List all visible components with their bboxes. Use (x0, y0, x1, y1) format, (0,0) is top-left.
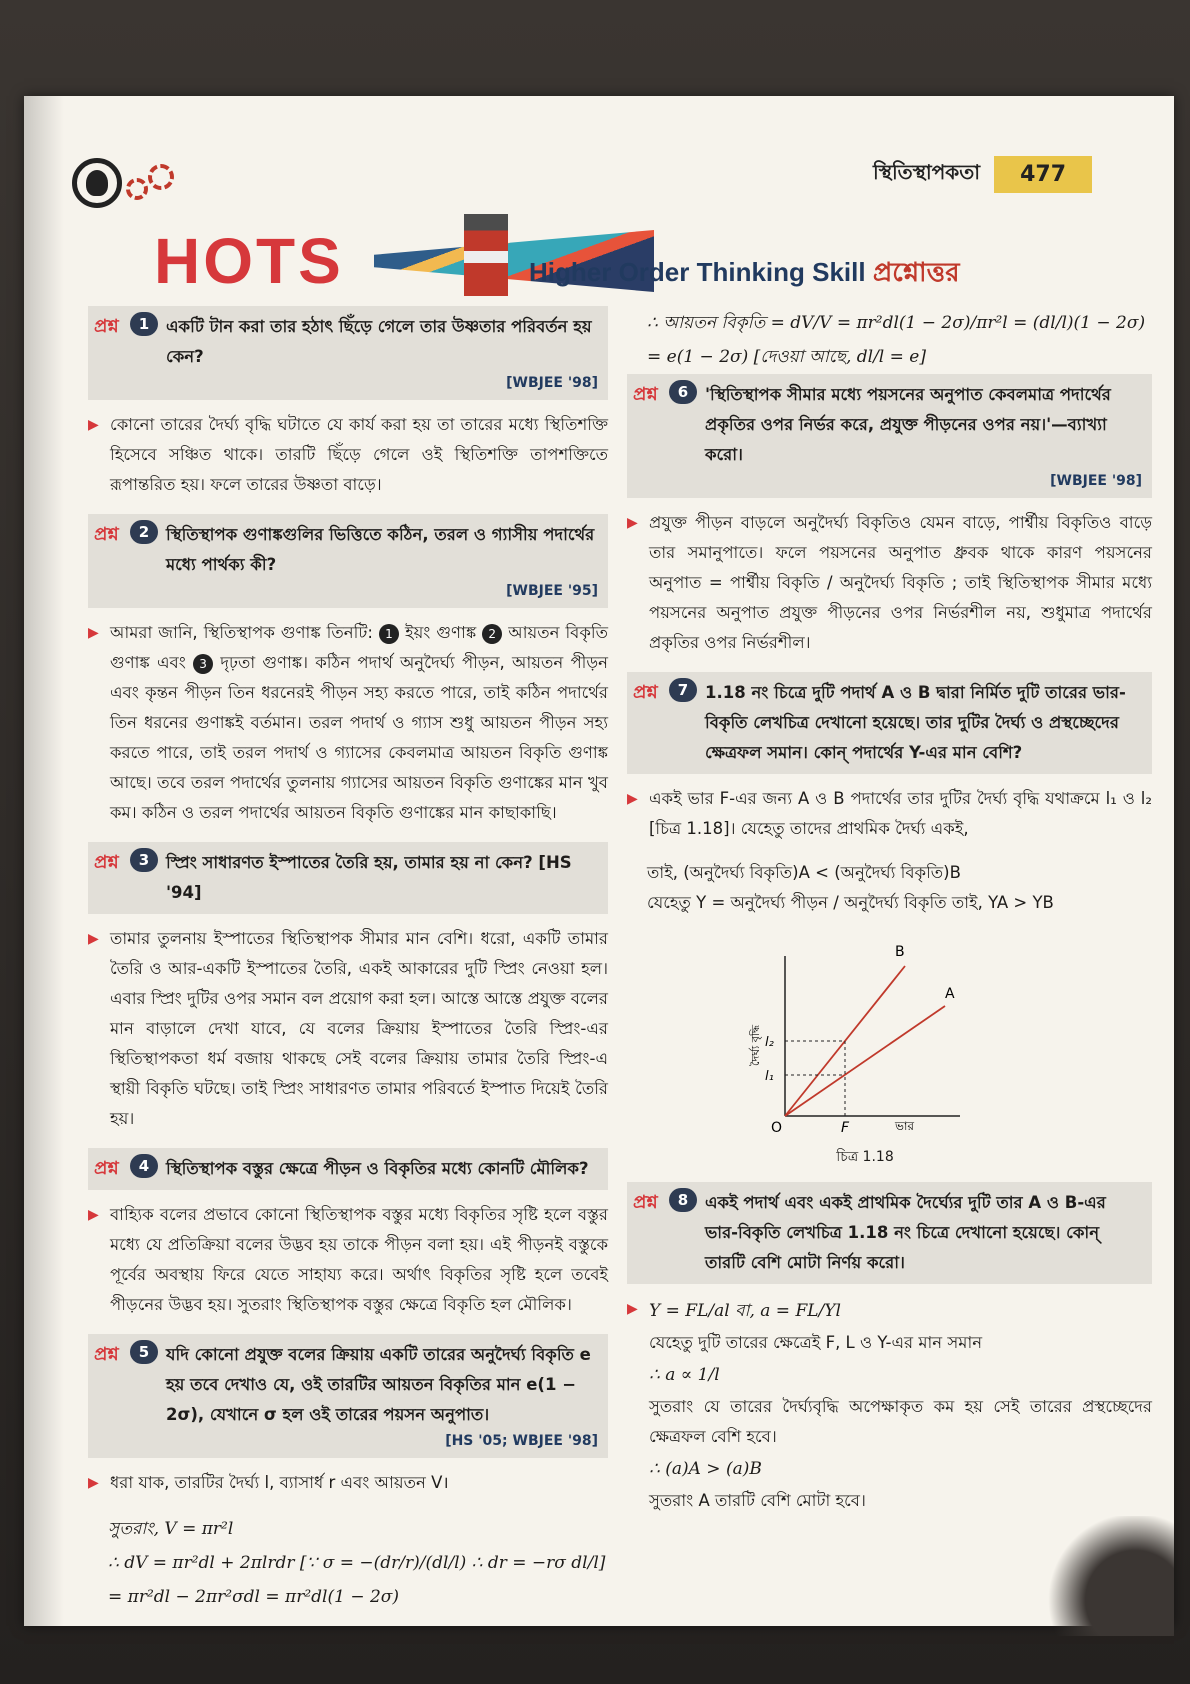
answer-4: ▶ বাহ্যিক বলের প্রভাবে কোনো স্থিতিস্থাপক বস্তুর মধ্যে বিকৃতির সৃষ্টি হলে বস্তুর মধ্যে যে প্রতিক্রিয়া বলের উদ্ভব হয় তাকে পীড়ন বলা হয়। এই পীড়নই বস্তুকে পূর্বের অবস্থায় ফিরে যেতে সাহায্য করে। অর্থাৎ বিকৃতির সৃষ্টি হলে তবেই পীড়নের উদ্ভব হয়। সুতরাং স্থিতিস্থাপক বস্তুর ক্ষেত্রে বিকৃতি হল মৌলিক। (88, 1200, 608, 1320)
question-number: 7 (669, 678, 697, 702)
equation: ▶ Y = FL/al বা, a = FL/Yl (649, 1301, 841, 1321)
question-number: 5 (130, 1340, 158, 1364)
book-page (24, 96, 1174, 1626)
answer-text: প্রযুক্ত পীড়ন বাড়লে অনুদৈর্ঘ্য বিকৃতিও যেমন বাড়ে, পার্শ্বীয় বিকৃতিও বাড়ে তার সমানুপাতে। ফলে পয়সনের অনুপাত ধ্রুবক থাকে কারণ পয়সনের (649, 513, 1152, 562)
exam-reference: [WBJEE '98] (1050, 473, 1142, 489)
equation-block (627, 306, 1152, 374)
question-text: 1.18 নং চিত্রে দুটি পদার্থ A ও B দ্বারা নির্মিত দুটি তারের ভার-বিকৃতি লেখচিত্র দেখানো হয়েছে। তার দুটির দৈর্ঘ্য ও প্রস্থচ্ছেদের ক্ষেত্রফল সমান। কোন্ পদার্থের Y-এর মান বেশি? (705, 683, 1126, 762)
question-text: একই পদার্থ এবং একই প্রাথমিক দৈর্ঘ্যের দুটি তার A ও B-এর ভার-বিকৃতি লেখচিত্র 1.18 নং চিত্রে দেখানো হয়েছে। কোন্ তারটি বেশি মোটা নির্ণয় করো। (705, 1193, 1106, 1272)
exam-reference: [HS '94] (166, 853, 572, 902)
equation: যেহেতু Y = অনুদৈর্ঘ্য পীড়ন / অনুদৈর্ঘ্য বিকৃতি তাই, YA > YB (647, 893, 1054, 912)
answer-text: ইয়ং গুণাঙ্ক (404, 623, 477, 642)
question-label: প্রশ্ন (94, 1344, 119, 1365)
question-number: 3 (130, 848, 158, 872)
question-5 (88, 1334, 608, 1458)
question-text: একটি টান করা তার হঠাৎ ছিঁড়ে গেলে তার উষ্ণতার পরিবর্তন হয় কেন? (166, 317, 592, 366)
list-marker: 3 (193, 654, 213, 674)
hots-subtitle (529, 252, 960, 296)
question-4 (88, 1148, 608, 1190)
question-number: 4 (130, 1154, 158, 1178)
equation: ∴ (a)A > (a)B (649, 1459, 762, 1479)
equation: = e(1 − 2σ) [দেওয়া আছে, dl/l = e] (647, 347, 926, 367)
answer-1: ▶ কোনো তারের দৈর্ঘ্য বৃদ্ধি ঘটাতে যে কার্য করা হয় তা তারের মধ্যে স্থিতিশক্তি হিসেবে সঞ্চিত থাকে। তারটি ছিঁড়ে গেলে ওই স্থিতিশক্তি তাপশক্তিতে রূপান্তরিত হয়। ফলে তারের উষ্ণতা বাড়ে। (88, 410, 608, 500)
load-extension-graph (745, 926, 985, 1136)
answer-text: সুতরাং যে তারের দৈর্ঘ্যবৃদ্ধি অপেক্ষাকৃত কম হয় সেই তারের প্রস্থচ্ছেদের ক্ষেত্রফল বেশি হবে। (649, 1397, 1152, 1446)
equation: ∴ a ∝ 1/l (649, 1365, 720, 1385)
question-number: 2 (130, 520, 158, 544)
answer-2 (88, 618, 608, 828)
y-axis-label: দৈর্ঘ্য বৃদ্ধি (749, 1024, 762, 1066)
graph-label-O: O (771, 1120, 783, 1136)
question-7 (627, 672, 1152, 774)
x-axis-label: ভার (895, 1119, 915, 1133)
answer-text: তাই স্থিতিস্থাপক সীমার মধ্যে পয়সনের অনুপাত প্রযুক্ত পীড়নের ওপর নির্ভরশীল নয়, শুধুমাত্র পদার্থের প্রকৃতির ওপর নির্ভরশীল। (649, 573, 1152, 652)
gear-icon (148, 164, 174, 190)
answer-text: আয়তন বিকৃতি গুণাঙ্ক এবং (110, 623, 609, 672)
question-text: স্থিতিস্থাপক গুণাঙ্কগুলির ভিত্তিতে কঠিন, তরল ও গ্যাসীয় পদার্থের মধ্যে পার্থক্য কী? (166, 525, 595, 574)
right-column (627, 306, 1152, 1530)
question-6 (627, 374, 1152, 498)
page-number: 477 (994, 156, 1092, 193)
graph-label-l2: l₂ (765, 1035, 774, 1050)
answer-text: দৃঢ়তা গুণাঙ্ক। কঠিন পদার্থ অনুদৈর্ঘ্য পীড়ন, আয়তন পীড়ন এবং কৃন্তন পীড়ন তিন ধরনেরই পীড়ন সহ্য করতে পারে, তাই কঠিন পদার্থের তিন ধরনের গুণাঙ্কই বর্তমান। তরল পদার্থ ও গ্যাস শুধু আয়তন পীড়ন সহ্য করতে পারে, তাই তরল পদার্থ ও গ্যাসের কেবলমাত্র আয়তন বিকৃতি গুণাঙ্ক আছে। তবে তরল পদার্থের তুলনায় গ্যাসের আয়তন বিকৃতি গুণাঙ্কের মান খুব কম। কঠিন ও তরল পদার্থের আয়তন বিকৃতি গুণাঙ্কের মান কাছাকাছি। (110, 653, 608, 822)
exam-reference: [WBJEE '98] (506, 375, 598, 391)
question-label: প্রশ্ন (633, 682, 658, 703)
graph-label-F: F (841, 1120, 850, 1136)
subtitle-english: Higher Order Thinking Skill (529, 257, 866, 287)
answer-6 (627, 508, 1152, 658)
figure-caption: চিত্র 1.18 (836, 1149, 894, 1165)
hots-banner (134, 224, 1054, 296)
equation-block (88, 1512, 608, 1614)
question-number: 1 (130, 312, 158, 336)
list-marker: 1 (379, 624, 399, 644)
chapter-title: স্থিতিস্থাপকতা (873, 159, 981, 184)
question-text: যদি কোনো প্রযুক্ত বলের ক্রিয়ায় একটি তারের অনুদৈর্ঘ্য বিকৃতি e হয় তবে দেখাও যে, ওই তারটির আয়তন বিকৃতির মান e(1 − 2σ), যেখানে σ হল ওই তারের পয়সন অনুপাত। (166, 1345, 591, 1424)
hots-title: HOTS (154, 225, 344, 297)
equation: ∴ আয়তন বিকৃতি = dV/V = πr²dl(1 − 2σ)/πr²l = (dl/l)(1 − 2σ) (647, 313, 1146, 333)
equation: তাই, (অনুদৈর্ঘ্য বিকৃতি)A < (অনুদৈর্ঘ্য বিকৃতি)B (647, 863, 961, 882)
question-label: প্রশ্ন (94, 524, 119, 545)
answer-text: আমরা জানি, স্থিতিস্থাপক গুণাঙ্ক তিনটি: (110, 623, 373, 642)
question-3 (88, 842, 608, 914)
equation: ∴ dV = πr²dl + 2πlrdr [∵ σ = −(dr/r)/(dl/l) ∴ dr = −rσ dl/l] (108, 1553, 606, 1573)
exam-reference: [HS '05; WBJEE '98] (445, 1433, 598, 1449)
equation: = πr²dl − 2πr²σdl = πr²dl(1 − 2σ) (108, 1587, 400, 1607)
exam-reference: [WBJEE '95] (506, 583, 598, 599)
chapter-tab (859, 154, 1092, 194)
photo-shadow (1044, 1516, 1174, 1636)
answer-text: সুতরাং A তারটি বেশি মোটা হবে। (649, 1491, 866, 1510)
question-label: প্রশ্ন (94, 1158, 119, 1179)
answer-7: ▶ একই ভার F-এর জন্য A ও B পদার্থের তার দুটির দৈর্ঘ্য বৃদ্ধি যথাক্রমে l₁ ও l₂ [চিত্র 1.18]। যেহেতু তাদের প্রাথমিক দৈর্ঘ্য একই, (627, 784, 1152, 844)
gear-icon (126, 178, 148, 200)
question-text: স্প্রিং সাধারণত ইস্পাতের তৈরি হয়, তামার হয় না কেন? (166, 853, 533, 872)
question-text: 'স্থিতিস্থাপক সীমার মধ্যে পয়সনের অনুপাত কেবলমাত্র পদার্থের প্রকৃতির ওপর নির্ভর করে, প্রযুক্ত পীড়নের ওপর নয়।'—ব্যাখ্যা করো। (705, 385, 1111, 464)
question-number: 8 (669, 1188, 697, 1212)
graph-label-A: A (945, 986, 955, 1002)
question-label: প্রশ্ন (94, 852, 119, 873)
question-2 (88, 514, 608, 608)
graph-label-B: B (895, 944, 905, 960)
question-label: প্রশ্ন (633, 1192, 658, 1213)
answer-text: যেহেতু দুটি তারের ক্ষেত্রেই F, L ও Y-এর মান সমান (649, 1333, 983, 1352)
subtitle-bengali: প্রশ্নোত্তর (872, 257, 960, 287)
graph-svg (745, 926, 985, 1136)
answer-8 (627, 1294, 1152, 1516)
page-gutter-shadow (24, 96, 64, 1626)
poisson-ratio-formula: অনুপাত = পার্শ্বীয় বিকৃতি / অনুদৈর্ঘ্য বিকৃতি ; (649, 573, 958, 592)
answer-3: ▶ তামার তুলনায় ইস্পাতের স্থিতিস্থাপক সীমার মান বেশি। ধরো, একটি তামার তৈরি ও আর-একটি ইস্পাতের তৈরি, একই আকারের দুটি স্প্রিং নেওয়া হল। এবার স্প্রিং দুটির ওপর সমান বল প্রয়োগ করা হল। আস্তে আস্তে প্রযুক্ত বলের মান বাড়ালে দেখা যাবে, যে বলের ক্রিয়ায় ইস্পাতের তৈরি স্প্রিং-এর স্থিতিস্থাপকতা ধর্ম বজায় থাকছে সেই বলের ক্রিয়ায় তামার তৈরি স্প্রিং-এ স্থায়ী বিকৃতি ঘটছে। তাই স্প্রিং সাধারণত তামার পরিবর্তে ইস্পাত দিয়েই তৈরি হয়। (88, 924, 608, 1134)
equation: সুতরাং, V = πr²l (108, 1519, 234, 1539)
graph-label-l1: l₁ (765, 1069, 774, 1084)
question-text: স্থিতিস্থাপক বস্তুর ক্ষেত্রে পীড়ন ও বিকৃতির মধ্যে কোনটি মৌলিক? (166, 1159, 589, 1178)
list-marker: 2 (482, 624, 502, 644)
question-number: 6 (669, 380, 697, 404)
brain-logo-icon (72, 158, 122, 208)
lighthouse-icon (464, 214, 508, 296)
question-label: প্রশ্ন (94, 316, 119, 337)
line-A (785, 1006, 945, 1116)
question-8 (627, 1182, 1152, 1284)
left-column (88, 306, 608, 1614)
question-label: প্রশ্ন (633, 384, 658, 405)
answer-5: ▶ ধরা যাক, তারটির দৈর্ঘ্য l, ব্যাসার্ধ r এবং আয়তন V। (88, 1468, 608, 1498)
question-1 (88, 306, 608, 400)
